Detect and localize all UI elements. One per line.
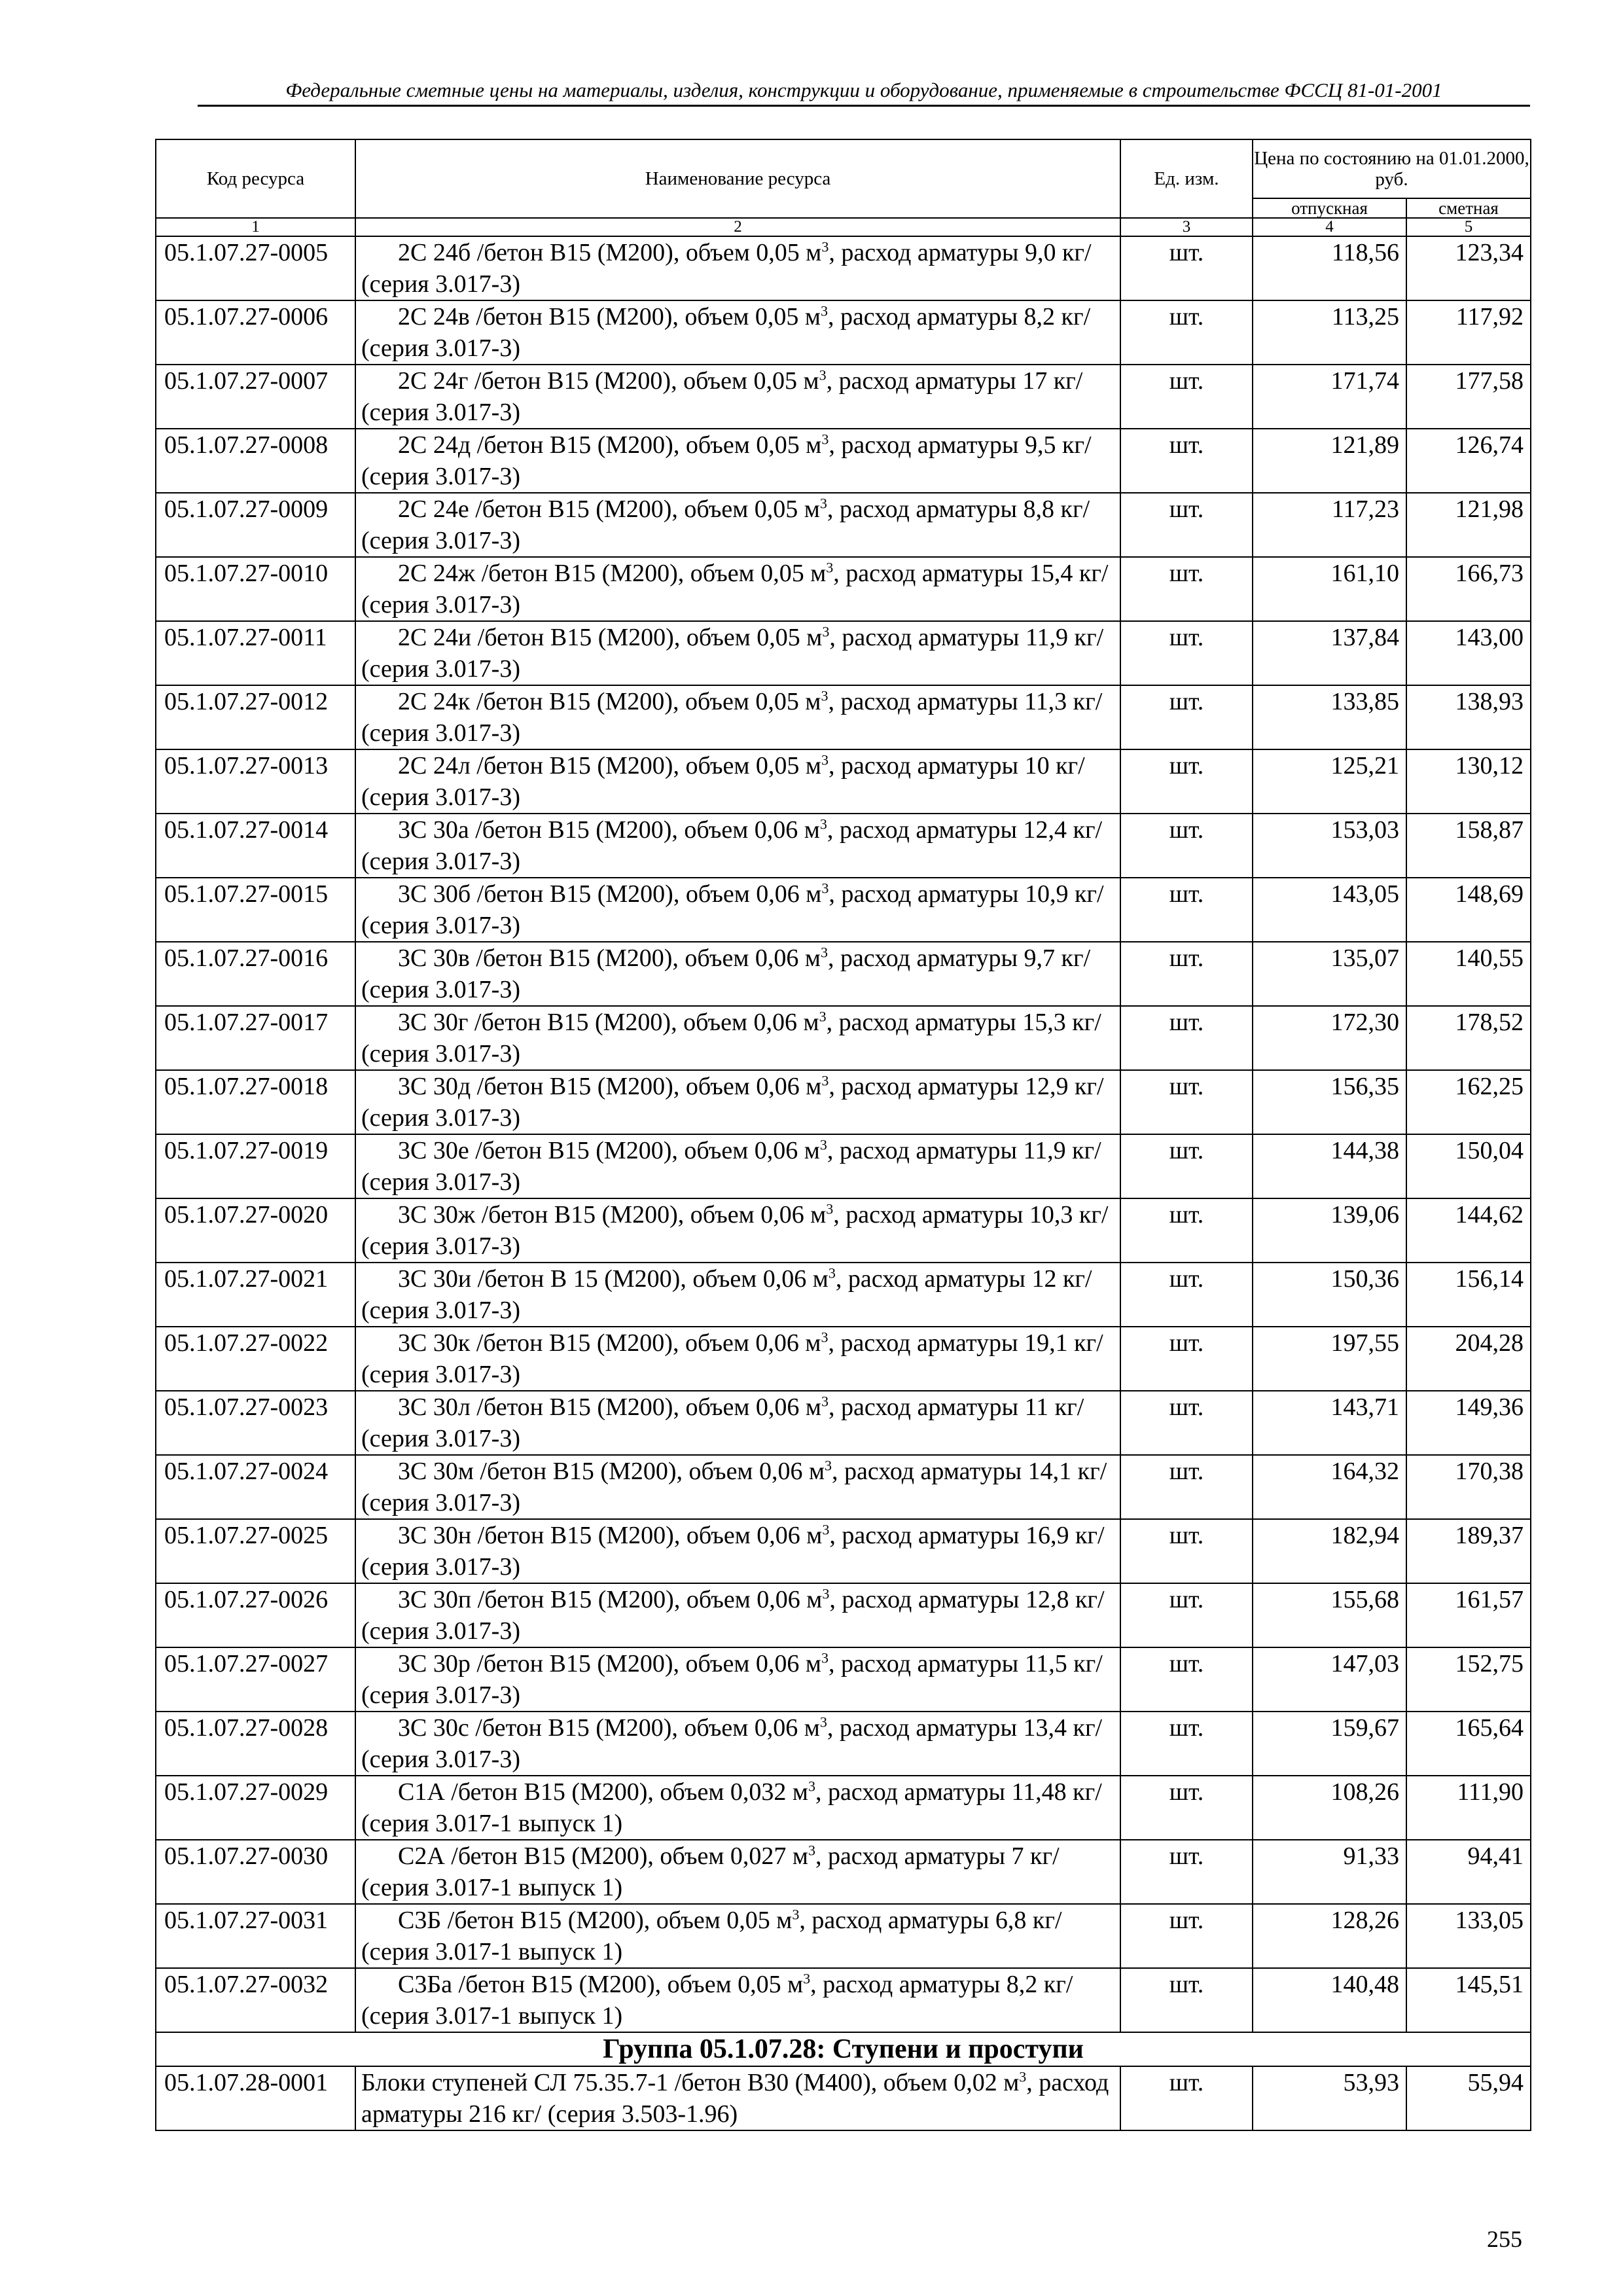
header-price: Цена по состоянию на 01.01.2000, руб. [1253,139,1531,198]
resource-name-text: 2С 24б /бетон В15 (М200), объем 0,05 м [398,239,822,266]
cubic-superscript: 3 [821,880,829,897]
resource-name [355,1198,1120,1263]
resource-name [355,1455,1120,1519]
estimate-price: 156,14 [1406,1263,1531,1327]
estimate-price: 162,25 [1406,1070,1531,1134]
table-row [156,1006,1531,1070]
resource-code: 05.1.07.27-0030 [156,1840,355,1904]
resource-name-text: 3С 30е /бетон В15 (М200), объем 0,06 м [398,1137,820,1164]
header-wholesale: отпускная [1253,198,1406,218]
estimate-price: 161,57 [1406,1583,1531,1647]
unit-cell: шт. [1120,236,1253,300]
table-body [156,236,1531,2130]
column-number: 3 [1120,218,1253,236]
resource-name-text-tail: , расход арматуры 10,9 кг/ (серия 3.017-3) [361,880,1104,939]
resource-name [355,1327,1120,1391]
group-row [156,2032,1531,2066]
resource-name-text: С1А /бетон В15 (М200), объем 0,032 м [398,1778,808,1806]
wholesale-price: 53,93 [1253,2066,1406,2130]
table-row [156,300,1531,365]
resource-code: 05.1.07.27-0027 [156,1647,355,1712]
resource-name-text: 3С 30г /бетон В15 (М200), объем 0,06 м [398,1009,819,1036]
resource-name-text: 2С 24ж /бетон В15 (М200), объем 0,05 м [398,560,827,587]
resource-name [355,1712,1120,1776]
estimate-price: 145,51 [1406,1968,1531,2032]
header-estimate: сметная [1406,198,1531,218]
unit-cell: шт. [1120,1776,1253,1840]
unit-cell: шт. [1120,429,1253,493]
resource-name [355,1263,1120,1327]
cubic-superscript: 3 [821,238,829,255]
resource-code: 05.1.07.27-0012 [156,685,355,749]
resource-name-text: 3С 30д /бетон В15 (М200), объем 0,06 м [398,1073,822,1100]
resource-name-text-tail: , расход арматуры 7 кг/ (серия 3.017-1 выпуск 1) [361,1842,1060,1901]
resource-name-text-tail: , расход арматуры 15,4 кг/ (серия 3.017-3) [361,560,1109,619]
cubic-superscript: 3 [819,1713,827,1731]
table-row [156,429,1531,493]
resource-name-text: 2С 24г /бетон В15 (М200), объем 0,05 м [398,367,819,395]
unit-cell: шт. [1120,942,1253,1006]
estimate-price: 138,93 [1406,685,1531,749]
cubic-superscript: 3 [820,944,828,961]
wholesale-price: 125,21 [1253,749,1406,814]
resource-name [355,814,1120,878]
estimate-price: 121,98 [1406,493,1531,557]
estimate-price: 111,90 [1406,1776,1531,1840]
resource-name [355,1134,1120,1198]
table-row [156,685,1531,749]
estimate-price: 130,12 [1406,749,1531,814]
estimate-price: 178,52 [1406,1006,1531,1070]
resource-name-text: 3С 30ж /бетон В15 (М200), объем 0,06 м [398,1201,827,1229]
resource-name-text: 3С 30б /бетон В15 (М200), объем 0,06 м [398,880,822,908]
column-number: 4 [1253,218,1406,236]
resource-code: 05.1.07.27-0005 [156,236,355,300]
unit-cell: шт. [1120,1391,1253,1455]
wholesale-price: 161,10 [1253,557,1406,621]
resource-code: 05.1.07.27-0007 [156,365,355,429]
table-row [156,557,1531,621]
estimate-price: 143,00 [1406,621,1531,685]
estimate-price: 165,64 [1406,1712,1531,1776]
cubic-superscript: 3 [792,1906,800,1923]
resource-name-text: 2С 24в /бетон В15 (М200), объем 0,05 м [398,303,821,331]
unit-cell: шт. [1120,814,1253,878]
resource-name [355,1391,1120,1455]
cubic-superscript: 3 [819,367,827,384]
resource-name [355,1070,1120,1134]
table-row [156,1583,1531,1647]
resource-code: 05.1.07.27-0014 [156,814,355,878]
wholesale-price: 91,33 [1253,1840,1406,1904]
wholesale-price: 171,74 [1253,365,1406,429]
resource-name-text: 3С 30р /бетон В15 (М200), объем 0,06 м [398,1650,821,1677]
unit-cell: шт. [1120,2066,1253,2130]
resource-code: 05.1.07.27-0031 [156,1904,355,1968]
unit-cell: шт. [1120,1712,1253,1776]
estimate-price: 149,36 [1406,1391,1531,1455]
cubic-superscript: 3 [819,816,827,833]
resource-name-text-tail: , расход арматуры 11,48 кг/ (серия 3.017-1 выпуск 1) [361,1778,1102,1837]
resource-name-text-tail: , расход арматуры 10,3 кг/ (серия 3.017-3) [361,1201,1109,1260]
wholesale-price: 139,06 [1253,1198,1406,1263]
unit-cell: шт. [1120,1198,1253,1263]
estimate-price: 94,41 [1406,1840,1531,1904]
resource-name [355,493,1120,557]
wholesale-price: 140,48 [1253,1968,1406,2032]
cubic-superscript: 3 [819,495,827,512]
resource-name-text-tail: , расход арматуры 12 кг/ (серия 3.017-3) [361,1265,1092,1324]
wholesale-price: 147,03 [1253,1647,1406,1712]
resource-name-text: 3С 30н /бетон В15 (М200), объем 0,06 м [398,1522,823,1549]
resource-name [355,429,1120,493]
table-row [156,1968,1531,2032]
resource-name-text-tail: , расход арматуры 11,9 кг/ (серия 3.017-3) [361,1137,1101,1196]
resource-name-text: Блоки ступеней СЛ 75.35.7-1 /бетон В30 (М400), объем 0,02 м [361,2069,1020,2096]
resource-code: 05.1.07.28-0001 [156,2066,355,2130]
resource-name-text-tail: , расход арматуры 12,4 кг/ (серия 3.017-3) [361,816,1103,875]
resource-code: 05.1.07.27-0009 [156,493,355,557]
estimate-price: 117,92 [1406,300,1531,365]
estimate-price: 144,62 [1406,1198,1531,1263]
resource-code: 05.1.07.27-0032 [156,1968,355,2032]
resource-name-text: 3С 30п /бетон В15 (М200), объем 0,06 м [398,1586,823,1613]
unit-cell: шт. [1120,621,1253,685]
resource-name [355,621,1120,685]
wholesale-price: 197,55 [1253,1327,1406,1391]
resource-name [355,1840,1120,1904]
resource-name-text: С3Ба /бетон В15 (М200), объем 0,05 м [398,1971,804,1998]
resource-name-text: 3С 30м /бетон В15 (М200), объем 0,06 м [398,1458,825,1485]
table-row [156,236,1531,300]
resource-name-text-tail: , расход арматуры 12,8 кг/ (серия 3.017-3) [361,1586,1105,1645]
table-row [156,1070,1531,1134]
unit-cell: шт. [1120,1968,1253,2032]
resource-name-text-tail: , расход арматуры 8,2 кг/ (серия 3.017-1 выпуск 1) [361,1971,1073,2030]
table-row [156,621,1531,685]
resource-name [355,2066,1120,2130]
wholesale-price: 164,32 [1253,1455,1406,1519]
unit-cell: шт. [1120,300,1253,365]
wholesale-price: 150,36 [1253,1263,1406,1327]
wholesale-price: 159,67 [1253,1712,1406,1776]
cubic-superscript: 3 [819,1136,827,1153]
table-row [156,942,1531,1006]
unit-cell: шт. [1120,1647,1253,1712]
table-row [156,1134,1531,1198]
resource-name [355,300,1120,365]
column-number: 2 [355,218,1120,236]
resource-name-text-tail: , расход арматуры 17 кг/ (серия 3.017-3) [361,367,1083,426]
estimate-price: 152,75 [1406,1647,1531,1712]
resource-name-text-tail: , расход арматуры 10 кг/ (серия 3.017-3) [361,752,1085,811]
cubic-superscript: 3 [821,751,829,768]
resource-name-text-tail: , расход арматуры 11,5 кг/ (серия 3.017-3) [361,1650,1103,1709]
resource-code: 05.1.07.27-0025 [156,1519,355,1583]
resource-code: 05.1.07.27-0023 [156,1391,355,1455]
cubic-superscript: 3 [821,1393,829,1410]
cubic-superscript: 3 [821,431,829,448]
resource-name-text-tail: , расход арматуры 8,2 кг/ (серия 3.017-3) [361,303,1091,362]
resource-name [355,557,1120,621]
resource-name [355,942,1120,1006]
wholesale-price: 143,05 [1253,878,1406,942]
wholesale-price: 137,84 [1253,621,1406,685]
wholesale-price: 128,26 [1253,1904,1406,1968]
cubic-superscript: 3 [828,1265,836,1282]
resource-code: 05.1.07.27-0015 [156,878,355,942]
resource-name [355,1519,1120,1583]
resource-code: 05.1.07.27-0011 [156,621,355,685]
unit-cell: шт. [1120,1583,1253,1647]
resource-code: 05.1.07.27-0029 [156,1776,355,1840]
unit-cell: шт. [1120,557,1253,621]
resource-name [355,1006,1120,1070]
resource-name-text-tail: , расход арматуры 9,5 кг/ (серия 3.017-3) [361,431,1092,490]
resource-name [355,1776,1120,1840]
resource-name-text: 2С 24е /бетон В15 (М200), объем 0,05 м [398,495,820,523]
column-numbers-row [156,218,1531,236]
table-row [156,2066,1531,2130]
resource-code: 05.1.07.27-0006 [156,300,355,365]
resource-name-text: 2С 24и /бетон В15 (М200), объем 0,05 м [398,624,823,651]
header-name: Наименование ресурса [355,139,1120,218]
resource-code: 05.1.07.27-0010 [156,557,355,621]
page-number: 255 [1487,2226,1522,2252]
wholesale-price: 121,89 [1253,429,1406,493]
resource-name-text-tail: , расход арматуры 14,1 кг/ (серия 3.017-3) [361,1458,1107,1516]
unit-cell: шт. [1120,1455,1253,1519]
cubic-superscript: 3 [826,1200,834,1217]
unit-cell: шт. [1120,1070,1253,1134]
cubic-superscript: 3 [822,623,830,640]
table-row [156,1198,1531,1263]
unit-cell: шт. [1120,1327,1253,1391]
estimate-price: 177,58 [1406,365,1531,429]
unit-cell: шт. [1120,1840,1253,1904]
resource-code: 05.1.07.27-0021 [156,1263,355,1327]
wholesale-price: 135,07 [1253,942,1406,1006]
column-number: 5 [1406,218,1531,236]
table-row [156,814,1531,878]
estimate-price: 189,37 [1406,1519,1531,1583]
resource-name-text-tail: , расход арматуры 11,9 кг/ (серия 3.017-3) [361,624,1104,683]
estimate-price: 150,04 [1406,1134,1531,1198]
wholesale-price: 113,25 [1253,300,1406,365]
resource-name [355,685,1120,749]
resource-name-text-tail: , расход арматуры 11 кг/ (серия 3.017-3) [361,1393,1084,1452]
table-row [156,1776,1531,1840]
table-row [156,365,1531,429]
resource-name [355,365,1120,429]
cubic-superscript: 3 [808,1842,815,1859]
resource-name-text-tail: , расход арматуры 19,1 кг/ (серия 3.017-3) [361,1329,1103,1388]
resource-name [355,1583,1120,1647]
resource-name-text: С2А /бетон В15 (М200), объем 0,027 м [398,1842,808,1870]
estimate-price: 123,34 [1406,236,1531,300]
table-row [156,1647,1531,1712]
estimate-price: 204,28 [1406,1327,1531,1391]
resource-code: 05.1.07.27-0026 [156,1583,355,1647]
resource-name-text: 3С 30а /бетон В15 (М200), объем 0,06 м [398,816,820,844]
table-row [156,878,1531,942]
resource-name [355,878,1120,942]
resource-code: 05.1.07.27-0022 [156,1327,355,1391]
unit-cell: шт. [1120,685,1253,749]
estimate-price: 158,87 [1406,814,1531,878]
unit-cell: шт. [1120,749,1253,814]
unit-cell: шт. [1120,493,1253,557]
resource-name-text-tail: , расход арматуры 6,8 кг/ (серия 3.017-1 выпуск 1) [361,1907,1062,1965]
resource-code: 05.1.07.27-0024 [156,1455,355,1519]
resource-name-text-tail: , расход арматуры 12,9 кг/ (серия 3.017-3) [361,1073,1104,1132]
header-code: Код ресурса [156,139,355,218]
resource-name [355,1904,1120,1968]
resource-name-text-tail: , расход арматуры 16,9 кг/ (серия 3.017-3) [361,1522,1105,1581]
cubic-superscript: 3 [822,1585,830,1602]
resource-name-text: 3С 30к /бетон В15 (М200), объем 0,06 м [398,1329,821,1357]
resource-name [355,236,1120,300]
resource-name-text-tail: , расход арматуры 11,3 кг/ (серия 3.017-3) [361,688,1103,747]
estimate-price: 133,05 [1406,1904,1531,1968]
table-row [156,493,1531,557]
cubic-superscript: 3 [821,687,829,704]
resource-name-text: 3С 30и /бетон В 15 (М200), объем 0,06 м [398,1265,829,1293]
table-row [156,1904,1531,1968]
resource-code: 05.1.07.27-0008 [156,429,355,493]
wholesale-price: 153,03 [1253,814,1406,878]
resource-name-text: 2С 24к /бетон В15 (М200), объем 0,05 м [398,688,821,715]
cubic-superscript: 3 [803,1970,811,1987]
unit-cell: шт. [1120,1134,1253,1198]
wholesale-price: 118,56 [1253,236,1406,300]
wholesale-price: 133,85 [1253,685,1406,749]
cubic-superscript: 3 [808,1778,815,1795]
resource-name-text-tail: , расход арматуры 13,4 кг/ (серия 3.017-3) [361,1714,1103,1773]
price-table [155,139,1531,2131]
resource-name [355,1968,1120,2032]
estimate-price: 55,94 [1406,2066,1531,2130]
resource-name-text: 3С 30с /бетон В15 (М200), объем 0,06 м [398,1714,820,1742]
wholesale-price: 156,35 [1253,1070,1406,1134]
table-row [156,1712,1531,1776]
table-row [156,1327,1531,1391]
resource-code: 05.1.07.27-0016 [156,942,355,1006]
cubic-superscript: 3 [821,1329,829,1346]
estimate-price: 148,69 [1406,878,1531,942]
resource-name-text-tail: , расход арматуры 216 кг/ (серия 3.503-1.96) [361,2069,1109,2128]
wholesale-price: 117,23 [1253,493,1406,557]
resource-code: 05.1.07.27-0019 [156,1134,355,1198]
wholesale-price: 172,30 [1253,1006,1406,1070]
resource-code: 05.1.07.27-0018 [156,1070,355,1134]
cubic-superscript: 3 [819,1008,827,1025]
resource-name-text: 2С 24д /бетон В15 (М200), объем 0,05 м [398,431,822,459]
resource-code: 05.1.07.27-0028 [156,1712,355,1776]
unit-cell: шт. [1120,1904,1253,1968]
table-row [156,1840,1531,1904]
wholesale-price: 108,26 [1253,1776,1406,1840]
table-row [156,749,1531,814]
estimate-price: 166,73 [1406,557,1531,621]
group-title: Группа 05.1.07.28: Ступени и проступи [156,2032,1531,2066]
resource-name-text: 2С 24л /бетон В15 (М200), объем 0,05 м [398,752,821,780]
cubic-superscript: 3 [822,1521,830,1538]
running-header: Федеральные сметные цены на материалы, изделия, конструкции и оборудование, применяемые в строительстве ФССЦ 81-01-2001 [198,79,1530,107]
header-unit: Ед. изм. [1120,139,1253,218]
column-number: 1 [156,218,355,236]
estimate-price: 140,55 [1406,942,1531,1006]
resource-name-text: 3С 30л /бетон В15 (М200), объем 0,06 м [398,1393,821,1421]
resource-name-text-tail: , расход арматуры 9,7 кг/ (серия 3.017-3) [361,944,1091,1003]
resource-name-text: 3С 30в /бетон В15 (М200), объем 0,06 м [398,944,821,972]
resource-name-text-tail: , расход арматуры 8,8 кг/ (серия 3.017-3) [361,495,1090,554]
estimate-price: 126,74 [1406,429,1531,493]
resource-code: 05.1.07.27-0017 [156,1006,355,1070]
unit-cell: шт. [1120,1263,1253,1327]
table-row [156,1391,1531,1455]
wholesale-price: 143,71 [1253,1391,1406,1455]
table-row [156,1519,1531,1583]
cubic-superscript: 3 [821,1072,829,1089]
wholesale-price: 144,38 [1253,1134,1406,1198]
unit-cell: шт. [1120,1519,1253,1583]
unit-cell: шт. [1120,365,1253,429]
resource-code: 05.1.07.27-0020 [156,1198,355,1263]
cubic-superscript: 3 [821,1649,829,1666]
cubic-superscript: 3 [826,559,834,576]
resource-name [355,749,1120,814]
resource-code: 05.1.07.27-0013 [156,749,355,814]
cubic-superscript: 3 [1019,2068,1027,2085]
cubic-superscript: 3 [820,302,828,319]
unit-cell: шт. [1120,1006,1253,1070]
resource-name-text: С3Б /бетон В15 (М200), объем 0,05 м [398,1907,793,1934]
cubic-superscript: 3 [825,1457,832,1474]
resource-name-text-tail: , расход арматуры 9,0 кг/ (серия 3.017-3) [361,239,1092,298]
estimate-price: 170,38 [1406,1455,1531,1519]
wholesale-price: 182,94 [1253,1519,1406,1583]
wholesale-price: 155,68 [1253,1583,1406,1647]
unit-cell: шт. [1120,878,1253,942]
resource-name-text-tail: , расход арматуры 15,3 кг/ (серия 3.017-3) [361,1009,1101,1067]
resource-name [355,1647,1120,1712]
table-row [156,1455,1531,1519]
table-row [156,1263,1531,1327]
